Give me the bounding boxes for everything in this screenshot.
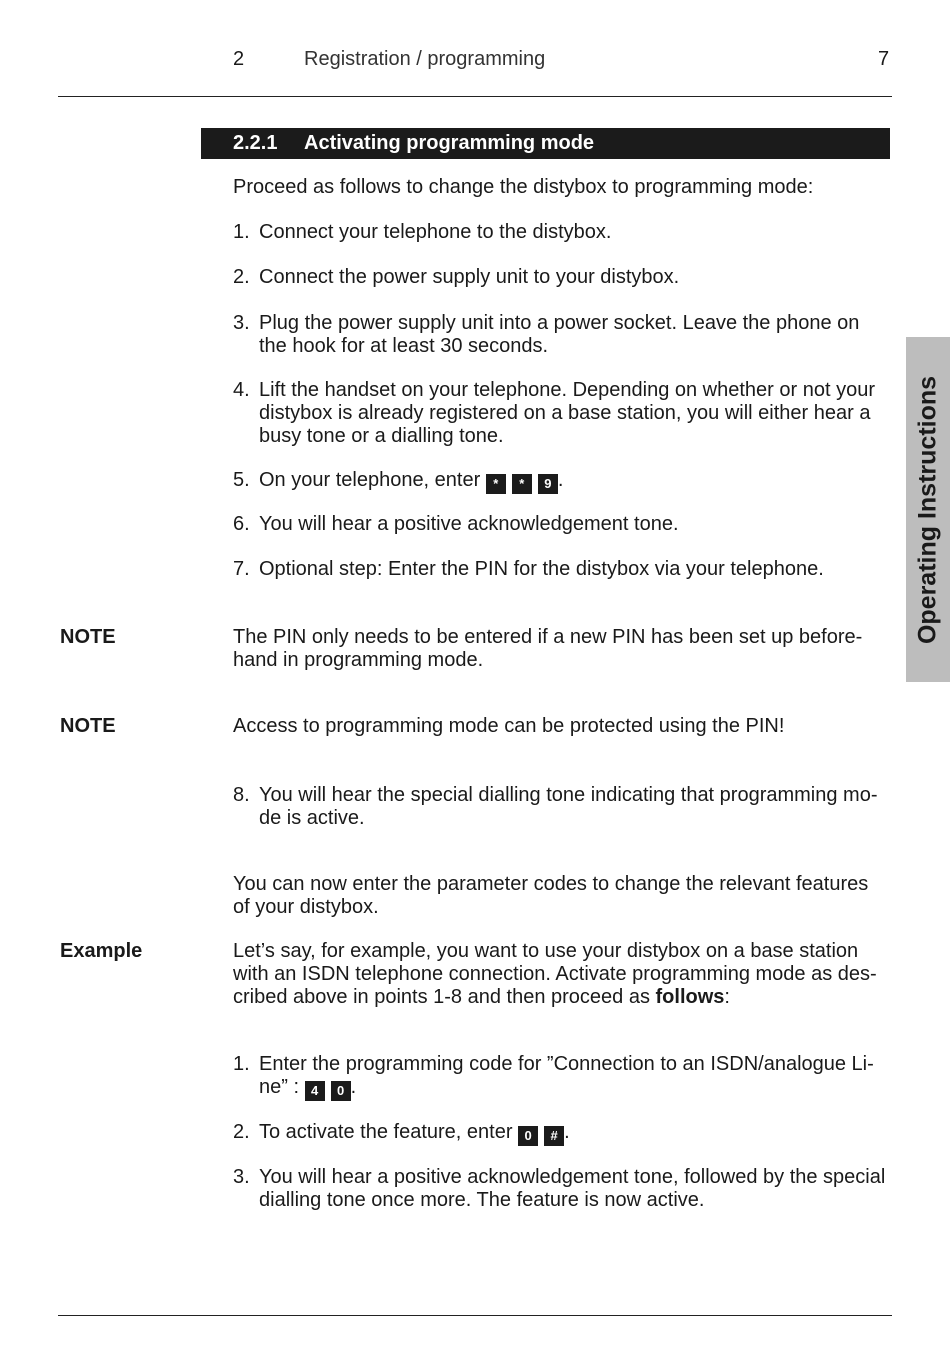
header-chapter-title: Registration / programming bbox=[304, 48, 546, 70]
item-text-line: dialling tone once more. The feature is now active. bbox=[259, 1189, 705, 1211]
item-text: Optional step: Enter the PIN for the distybox via your telephone. bbox=[259, 558, 824, 580]
item-number: 6. bbox=[233, 513, 250, 535]
item-text: To activate the feature, enter bbox=[259, 1121, 513, 1143]
list-item bbox=[233, 1053, 893, 1101]
note-text: Access to programming mode can be protected using the PIN! bbox=[233, 715, 785, 737]
item-number: 1. bbox=[233, 221, 250, 243]
list-item bbox=[233, 221, 893, 244]
note-text bbox=[233, 626, 893, 672]
item-text-end: . bbox=[350, 1076, 357, 1098]
paragraph-line: of your distybox. bbox=[233, 896, 379, 918]
list-item bbox=[233, 1121, 893, 1146]
item-text-line: You will hear a positive acknowledgement tone, followed by the special bbox=[259, 1166, 886, 1188]
note-text-line: The PIN only needs to be entered if a new PIN has been set up before- bbox=[233, 626, 863, 648]
paragraph-line: You can now enter the parameter codes to change the relevant features bbox=[233, 873, 869, 895]
intro-text: Proceed as follows to change the distybox to programming mode: bbox=[233, 176, 814, 198]
four-key-icon: 4 bbox=[305, 1081, 325, 1101]
item-text: On your telephone, enter bbox=[259, 469, 481, 491]
item-text-line: busy tone or a dialling tone. bbox=[259, 425, 504, 447]
side-tab-label: Operating Instructions bbox=[913, 375, 942, 644]
example-text-line: with an ISDN telephone connection. Activate programming mode as des- bbox=[233, 963, 877, 985]
item-text-line: Lift the handset on your telephone. Depending on whether or not your bbox=[259, 379, 875, 401]
item-text-line: distybox is already registered on a base station, you will either hear a bbox=[259, 402, 871, 424]
item-text-line: Plug the power supply unit into a power socket. Leave the phone on bbox=[259, 312, 860, 334]
header-rule bbox=[58, 96, 892, 97]
example-text-line: cribed above in points 1-8 and then proceed as bbox=[233, 986, 650, 1008]
example-text bbox=[233, 940, 893, 1009]
list-item bbox=[233, 558, 893, 581]
item-text-line: the hook for at least 30 seconds. bbox=[259, 335, 549, 357]
example-text-line: Let’s say, for example, you want to use your distybox on a base station bbox=[233, 940, 859, 962]
list-item bbox=[233, 469, 893, 494]
side-tab bbox=[906, 337, 950, 682]
item-text-line: You will hear the special dialling tone indicating that programming mo- bbox=[259, 784, 878, 806]
page-number: 7 bbox=[878, 48, 890, 70]
note-label: NOTE bbox=[60, 715, 116, 737]
note-label: NOTE bbox=[60, 626, 116, 648]
list-item bbox=[233, 1166, 893, 1212]
item-text-line: de is active. bbox=[259, 807, 365, 829]
example-bold-word: follows bbox=[655, 986, 725, 1008]
list-item bbox=[233, 379, 893, 448]
example-label: Example bbox=[60, 940, 143, 962]
item-number: 3. bbox=[233, 1166, 250, 1188]
item-number: 7. bbox=[233, 558, 250, 580]
nine-key-icon: 9 bbox=[538, 474, 558, 494]
list-item bbox=[233, 312, 893, 358]
item-text-end: . bbox=[564, 1121, 570, 1143]
item-number: 5. bbox=[233, 469, 250, 491]
note-text-line: hand in programming mode. bbox=[233, 649, 484, 671]
paragraph bbox=[233, 873, 893, 919]
list-item bbox=[233, 784, 893, 830]
item-text: Connect the power supply unit to your distybox. bbox=[259, 266, 680, 288]
item-number: 2. bbox=[233, 266, 250, 288]
section-number: 2.2.1 bbox=[233, 132, 278, 154]
zero-key-icon: 0 bbox=[331, 1081, 351, 1101]
section-title: Activating programming mode bbox=[304, 132, 595, 154]
hash-key-icon: # bbox=[544, 1126, 564, 1146]
item-number: 3. bbox=[233, 312, 250, 334]
item-text-line: Enter the programming code for ”Connection to an ISDN/analogue Li- bbox=[259, 1053, 874, 1075]
item-text-end: . bbox=[557, 469, 564, 491]
item-number: 1. bbox=[233, 1053, 250, 1075]
section-heading bbox=[201, 128, 890, 159]
example-text-end: : bbox=[724, 986, 730, 1008]
zero-key-icon: 0 bbox=[518, 1126, 538, 1146]
item-text-line: ne” : bbox=[259, 1076, 300, 1098]
star-key-icon: * bbox=[486, 474, 506, 494]
footer-rule bbox=[58, 1315, 892, 1316]
item-number: 8. bbox=[233, 784, 250, 806]
item-number: 4. bbox=[233, 379, 250, 401]
item-text: You will hear a positive acknowledgement tone. bbox=[259, 513, 679, 535]
header-chapter-number: 2 bbox=[233, 48, 245, 70]
list-item bbox=[233, 266, 893, 289]
item-number: 2. bbox=[233, 1121, 250, 1143]
list-item bbox=[233, 513, 893, 536]
star-key-icon: * bbox=[512, 474, 532, 494]
item-text: Connect your telephone to the distybox. bbox=[259, 221, 612, 243]
